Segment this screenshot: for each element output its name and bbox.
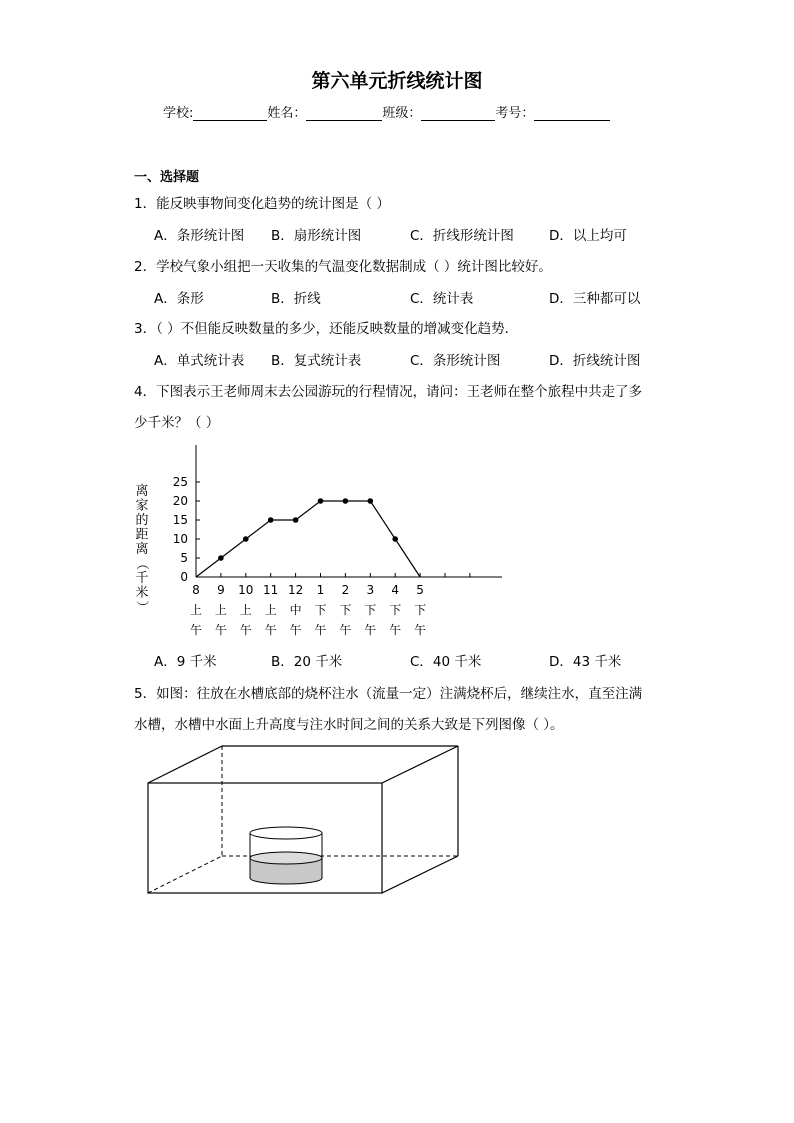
name-label: 姓名： [267,106,307,121]
q4-option-c[interactable]: C．40 千米 [410,654,482,670]
data-point [368,498,374,504]
data-point [392,536,398,542]
x-tick-hour: 9 [217,583,225,597]
x-tick-hour: 10 [238,583,254,597]
x-tick-hour: 11 [263,583,279,597]
x-tick-period-2: 午 [214,623,227,637]
question-4-stem-line1: 4．下图表示王老师周末去公园游玩的行程情况，请问：王老师在整个旅程中共走了多 [134,384,643,400]
x-tick-hour: 12 [287,583,304,597]
x-tick-hour: 8 [192,583,200,597]
question-5-stem-line1: 5．如图：往放在水槽底部的烧杯注水（流量一定）注满烧杯后，继续注水，直至注满 [134,686,643,702]
q4-option-d[interactable]: D．43 千米 [549,654,622,670]
x-tick-period-2: 午 [289,623,302,637]
exam-no-label: 考号： [495,106,535,121]
x-tick-period-2: 午 [314,623,327,637]
section-heading: 一、选择题 [134,170,200,185]
name-blank[interactable] [306,106,382,121]
x-tick-period-2: 午 [389,623,402,637]
x-tick-hour: 3 [366,583,375,597]
q3-option-a[interactable]: A．单式统计表 [154,353,245,369]
q1-option-b[interactable]: B．扇形统计图 [271,228,362,244]
x-tick-period-1: 下 [414,603,427,617]
school-blank[interactable] [193,106,267,121]
y-axis-label-char: 距 [135,527,149,543]
tank-bottom-right-edge [382,856,458,893]
q4-option-a[interactable]: A．9 千米 [154,654,217,670]
q1-option-c[interactable]: C．折线形统计图 [410,228,514,244]
distance-line-chart [120,435,520,650]
q3-option-b[interactable]: B．复式统计表 [271,353,362,369]
data-point [293,517,299,523]
x-tick-period-1: 上 [214,603,227,617]
class-blank[interactable] [421,106,495,121]
beaker-rim [250,827,322,839]
y-axis-label-char: 离 [135,542,149,557]
x-tick-period-2: 午 [264,623,277,637]
beaker-water-surface [250,852,322,864]
x-tick-period-2: 午 [189,623,203,637]
y-axis-label-char: 离 [135,484,149,499]
question-4-stem-line2: 少千米？（ ） [134,415,220,431]
x-tick-hour: 5 [416,583,424,597]
data-point [343,498,349,504]
y-axis-label-char: 的 [135,513,149,528]
x-tick-period-1: 下 [364,603,377,617]
page-title: 第六单元折线统计图 [311,70,483,92]
y-tick-label: 10 [172,532,188,546]
q4-option-b[interactable]: B．20 千米 [271,654,343,670]
y-tick-label: 0 [180,570,188,584]
y-axis-label-char: 家 [135,498,149,514]
x-tick-period-1: 上 [264,603,277,617]
data-point [268,517,274,523]
water-tank-figure [140,738,470,903]
data-point [243,536,249,542]
x-tick-period-1: 下 [314,603,327,617]
x-tick-period-1: 上 [239,603,252,617]
x-tick-hour: 2 [341,583,350,597]
y-axis-label-char: ） [134,600,149,614]
y-axis-label-char: （ [134,556,149,571]
data-point [318,498,324,504]
class-label: 班级： [382,106,422,121]
y-tick-label: 25 [172,475,188,489]
q2-option-d[interactable]: D．三种都可以 [549,291,641,307]
y-tick-label: 15 [172,513,188,527]
x-tick-period-2: 午 [414,623,427,637]
q1-option-d[interactable]: D．以上均可 [549,228,627,244]
x-tick-period-1: 下 [389,603,402,617]
x-tick-hour: 1 [316,583,325,597]
exam-no-blank[interactable] [534,106,610,121]
x-tick-period-1: 上 [189,603,203,617]
school-label: 学校: [163,106,194,121]
q2-option-c[interactable]: C．统计表 [410,291,474,307]
x-tick-hour: 4 [391,583,400,597]
q3-option-d[interactable]: D．折线统计图 [549,353,641,369]
y-axis-label-char: 千 [135,571,149,586]
question-3-stem: 3．（ ）不但能反映数量的多少，还能反映数量的增减变化趋势． [134,321,519,337]
question-2-stem: 2．学校气象小组把一天收集的气温变化数据制成（ ）统计图比较好。 [134,259,552,275]
distance-series-line [196,501,420,577]
y-tick-label: 5 [180,551,188,565]
tank-hidden-depth-edge [148,856,222,893]
question-1-stem: 1．能反映事物间变化趋势的统计图是（ ） [134,196,390,212]
beaker [250,827,322,884]
tank-top-right-edge [382,746,458,783]
tank-top-left-edge [148,746,222,783]
y-axis-label-char: 米 [135,585,149,601]
q3-option-c[interactable]: C．条形统计图 [410,353,501,369]
data-point [218,555,224,561]
x-tick-period-2: 午 [339,623,352,637]
q1-option-a[interactable]: A．条形统计图 [154,228,245,244]
y-tick-label: 20 [172,494,188,508]
student-info-line [163,102,610,121]
x-tick-period-1: 下 [339,603,352,617]
x-tick-period-2: 午 [239,623,252,637]
x-tick-period-2: 午 [364,623,377,637]
q2-option-b[interactable]: B．折线 [271,291,321,307]
question-5-stem-line2: 水槽，水槽中水面上升高度与注水时间之间的关系大致是下列图像（ ）。 [134,717,564,733]
q2-option-a[interactable]: A．条形 [154,291,204,307]
x-tick-period-1: 中 [289,603,302,617]
